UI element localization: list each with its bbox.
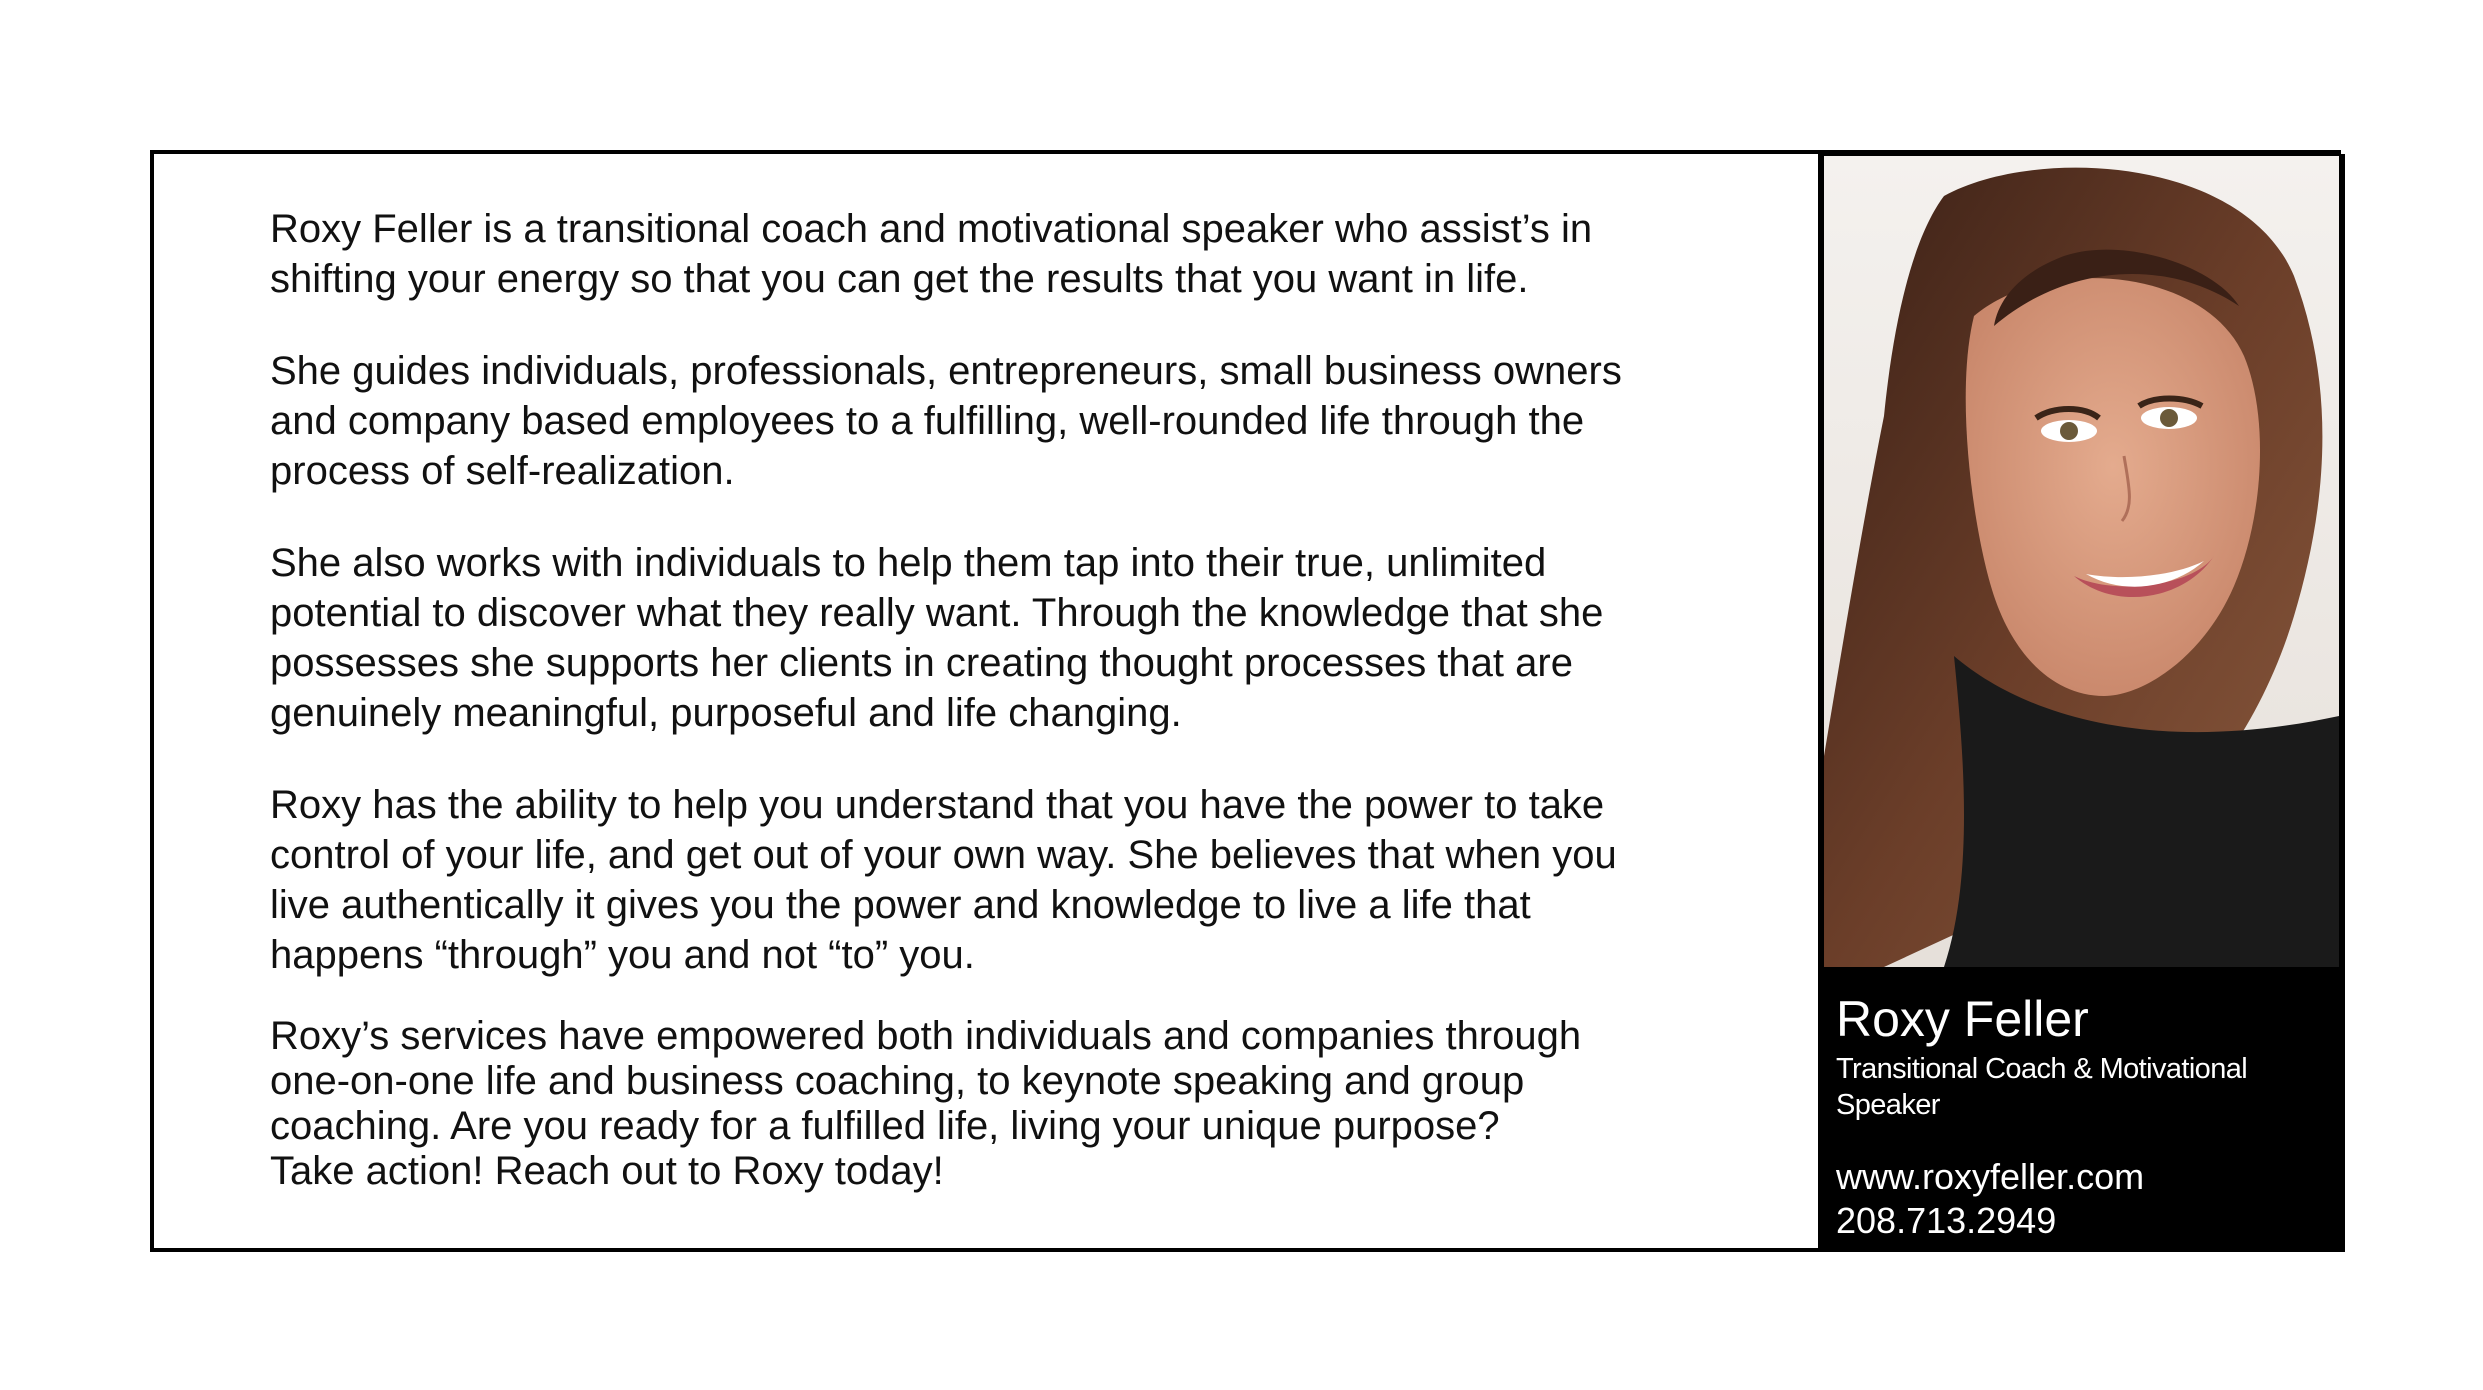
bio-paragraph-4: Roxy has the ability to help you understand that you have the power to take control of your life, and get out of your own way. She believes that when you live authentically it gives you the power and knowledge to live a life that happens “through” you and not “to” you. bbox=[270, 783, 1617, 977]
portrait-photo bbox=[1824, 156, 2339, 967]
bio-paragraph-1: Roxy Feller is a transitional coach and motivational speaker who assist’s in shifting your energy so that you can get the results that you want in life. bbox=[270, 207, 1593, 301]
website-link[interactable]: www.roxyfeller.com bbox=[1836, 1156, 2145, 1197]
profile-title: Transitional Coach & Motivational Speaker bbox=[1836, 1053, 2248, 1121]
bio-paragraph-3: She also works with individuals to help them tap into their true, unlimited potential to discover what they really want. Through the knowledge that she possesses she supports her clients in creating thought processes that are genuinely meaningful, purposeful and life changing. bbox=[270, 541, 1604, 735]
bio-text bbox=[270, 204, 1890, 1236]
portrait-illustration bbox=[1824, 156, 2339, 967]
phone-number[interactable]: 208.713.2949 bbox=[1836, 1200, 2057, 1241]
bio-paragraph-2: She guides individuals, professionals, entrepreneurs, small business owners and company based employees to a fulfilling, well-rounded life through the process of self-realization. bbox=[270, 349, 1622, 493]
bio-card bbox=[150, 150, 2341, 1252]
bio-paragraph-5: Roxy’s services have empowered both individuals and companies through one-on-one life and business coaching, to keynote speaking and group coaching. Are you ready for a fulfilled life, living your unique purpose? Take action! Reach out to Roxy today! bbox=[270, 1014, 1582, 1193]
profile-info bbox=[1836, 989, 2345, 1243]
profile-name: Roxy Feller bbox=[1836, 991, 2089, 1047]
profile-panel bbox=[1818, 154, 2345, 1252]
